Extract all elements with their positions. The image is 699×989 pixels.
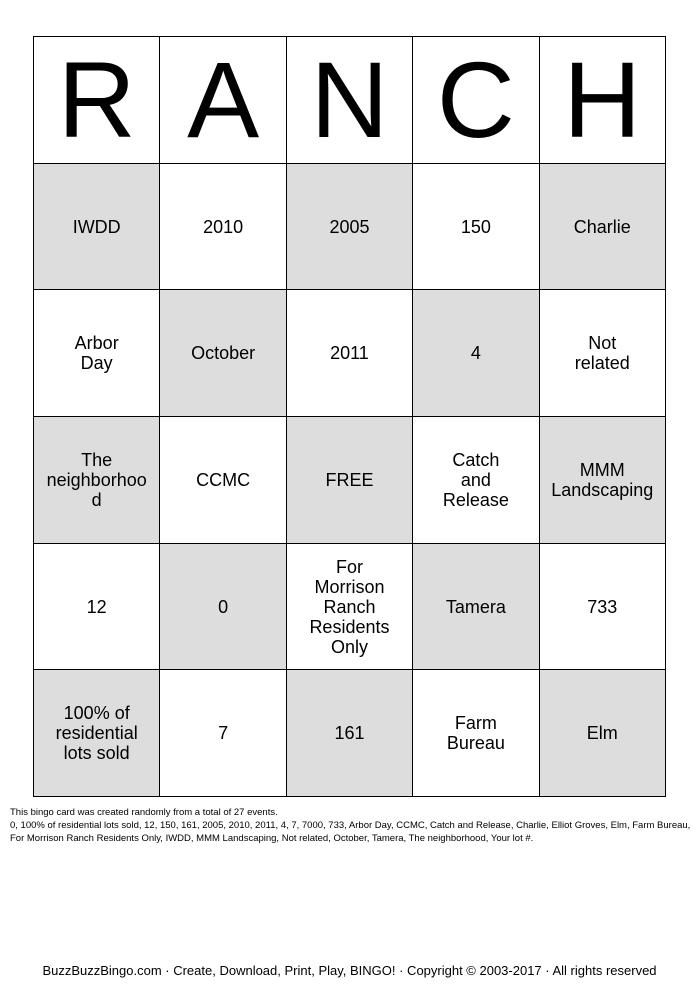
bingo-cell: October bbox=[160, 290, 286, 417]
bingo-cell: 150 bbox=[413, 164, 539, 290]
bingo-cell-text: Not related bbox=[574, 333, 630, 373]
bingo-cell-text: Arbor Day bbox=[74, 333, 119, 373]
bingo-cell-text: For Morrison Ranch Residents Only bbox=[309, 556, 390, 657]
header-row bbox=[34, 37, 666, 164]
header-letter-c: C bbox=[413, 37, 539, 164]
bingo-cell: 4 bbox=[413, 290, 539, 417]
bingo-cell: CCMC bbox=[160, 417, 286, 544]
bingo-cell bbox=[539, 417, 665, 544]
bingo-row-5 bbox=[34, 670, 666, 797]
bingo-cell: Tamera bbox=[413, 544, 539, 670]
bingo-cell bbox=[539, 290, 665, 417]
header-letter-r: R bbox=[34, 37, 160, 164]
bingo-cell-text: The neighborhood bbox=[46, 450, 147, 510]
bingo-cell: 161 bbox=[286, 670, 412, 797]
bingo-cell bbox=[286, 544, 412, 670]
copyright-line: BuzzBuzzBingo.com · Create, Download, Print, Play, BINGO! · Copyright © 2003-2017 · All rights reserved bbox=[42, 963, 657, 978]
bingo-cell: 7 bbox=[160, 670, 286, 797]
bingo-cell bbox=[413, 417, 539, 544]
bingo-cell-text: Farm Bureau bbox=[446, 713, 505, 753]
bingo-cell: 12 bbox=[34, 544, 160, 670]
bingo-cell: 2005 bbox=[286, 164, 412, 290]
events-list: 0, 100% of residential lots sold, 12, 150, 161, 2005, 2010, 2011, 4, 7, 7000, 733, Arbor Day, CCMC, Catch and Release, Charlie, Elliot Groves, Elm, Farm Bureau, For Morrison Ranch Residents Only, IWDD, MMM Landscaping, Not related, October, Tamera, The neighborhood, Your lot #. bbox=[10, 820, 691, 844]
bingo-cell bbox=[413, 670, 539, 797]
bingo-cell: Elm bbox=[539, 670, 665, 797]
header-letter-a: A bbox=[160, 37, 286, 164]
bingo-row-3 bbox=[34, 417, 666, 544]
bingo-cell-text: MMM Landscaping bbox=[551, 460, 654, 500]
bingo-cell: FREE bbox=[286, 417, 412, 544]
bingo-cell: 2010 bbox=[160, 164, 286, 290]
bingo-cell: IWDD bbox=[34, 164, 160, 290]
bingo-cell: Charlie bbox=[539, 164, 665, 290]
events-count-note: This bingo card was created randomly from a total of 27 events. bbox=[10, 807, 278, 818]
bingo-cell bbox=[34, 290, 160, 417]
bingo-cell bbox=[34, 417, 160, 544]
events-footnote bbox=[10, 806, 692, 845]
bingo-row-2 bbox=[34, 290, 666, 417]
header-letter-h: H bbox=[539, 37, 665, 164]
bingo-cell: 2011 bbox=[286, 290, 412, 417]
header-letter-n: N bbox=[286, 37, 412, 164]
bingo-card bbox=[33, 36, 666, 797]
bingo-cell: 0 bbox=[160, 544, 286, 670]
bingo-cell: 733 bbox=[539, 544, 665, 670]
bingo-cell bbox=[34, 670, 160, 797]
bingo-row-1 bbox=[34, 164, 666, 290]
bingo-row-4 bbox=[34, 544, 666, 670]
bingo-cell-text: 100% of residential lots sold bbox=[55, 703, 138, 763]
bingo-cell-text: Catch and Release bbox=[442, 450, 509, 510]
